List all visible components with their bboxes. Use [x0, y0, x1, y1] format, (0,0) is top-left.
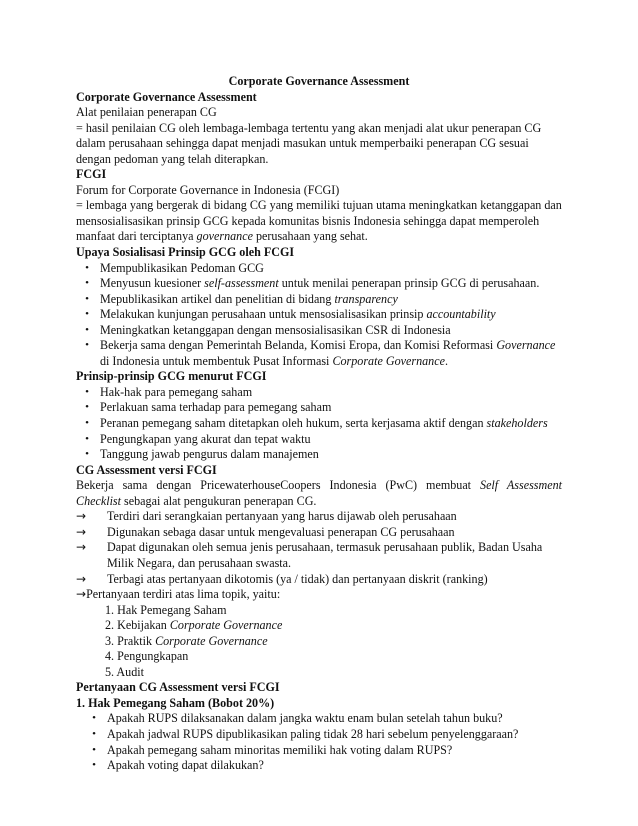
- paragraph-fcgi-name: Forum for Corporate Governance in Indonesia (FCGI): [76, 182, 340, 197]
- text-run: Bekerja sama dengan PricewaterhouseCoopers Indonesia (PwC) membuat: [76, 478, 481, 493]
- bullet-icon: •: [92, 759, 96, 772]
- text-run: Hak-hak para pemegang saham: [100, 384, 253, 399]
- bullet-icon: •: [85, 308, 89, 321]
- list-item: [76, 711, 562, 727]
- bullet-icon: •: [85, 401, 89, 414]
- text-run: Apakah jadwal RUPS dipublikasikan paling tidak 28 hari sebelum penyelenggaraan?: [107, 726, 519, 741]
- text-run-italic: Corporate Governance: [332, 353, 445, 368]
- paragraph-cg-tool: Alat penilaian penerapan CG: [76, 105, 217, 120]
- numbered-item: [76, 618, 562, 634]
- text-run: di Indonesia untuk membentuk Pusat Informasi: [100, 353, 333, 368]
- arrow-right-icon: →: [76, 540, 87, 555]
- document-body: [76, 74, 562, 774]
- arrow-right-icon: →: [76, 587, 87, 602]
- text-run: Apakah RUPS dilaksanakan dalam jangka waktu enam bulan setelah tahun buku?: [107, 711, 503, 726]
- text-run: 3. Praktik: [105, 633, 156, 648]
- text-run-italic: Corporate Governance: [169, 618, 283, 633]
- bullet-icon: •: [92, 727, 96, 740]
- section-heading-sosialisasi: Upaya Sosialisasi Prinsip GCG oleh FCGI: [76, 245, 295, 260]
- bullet-icon: •: [85, 432, 89, 445]
- section-heading-cg-assessment-fcgi: CG Assessment versi FCGI: [76, 462, 217, 477]
- text-run: Mepublikasikan artikel dan penelitian di bidang: [100, 291, 335, 306]
- arrow-list-item: [76, 572, 562, 588]
- list-item: [76, 400, 562, 416]
- section-heading-prinsip: Prinsip-prinsip GCG menurut FCGI: [76, 369, 267, 384]
- paragraph-cg-definition: = hasil penilaian CG oleh lembaga-lembaga tertentu yang akan menjadi alat ukur penerapan CG dalam perusahaan sehingga dapat menjadi masukan untuk memperbaiki penerapan CG sesuai dengan pedoman yang telah diterapkan.: [76, 120, 542, 166]
- bullet-icon: •: [85, 261, 89, 274]
- bullet-icon: •: [92, 712, 96, 725]
- text-run: Dapat digunakan oleh semua jenis perusahaan, termasuk perusahaan publik, Badan Usaha Milik Negara, dan perusahaan swasta.: [107, 540, 543, 570]
- bullet-icon: •: [85, 385, 89, 398]
- text-run: = lembaga yang bergerak di bidang CG yang memiliki tujuan utama meningkatkan ketanggapan dan mensosialisasikan prinsip GCG kepada komunitas bisnis Indonesia sehingga dapat memperoleh manfaat dari terciptanya: [76, 198, 562, 244]
- text-run: Terdiri dari serangkaian pertanyaan yang harus dijawab oleh perusahaan: [107, 509, 457, 524]
- text-run: untuk menilai penerapan prinsip GCG di perusahaan.: [278, 276, 540, 291]
- list-item: [76, 338, 562, 369]
- arrow-list-item: [76, 587, 562, 603]
- text-run: Digunakan sebaga dasar untuk mengevaluasi penerapan CG perusahaan: [107, 524, 455, 539]
- arrow-right-icon: →: [76, 509, 87, 524]
- list-item: [76, 276, 562, 292]
- text-run: perusahaan yang sehat.: [252, 229, 368, 244]
- list-item: [76, 432, 562, 448]
- numbered-item: [76, 634, 562, 650]
- text-run: Perlakuan sama terhadap para pemegang saham: [100, 400, 332, 415]
- text-run: Tanggung jawab pengurus dalam manajemen: [100, 447, 319, 462]
- text-run: Apakah pemegang saham minoritas memiliki hak voting dalam RUPS?: [107, 742, 453, 757]
- numbered-item: 5. Audit: [105, 664, 144, 679]
- arrow-right-icon: →: [76, 524, 87, 539]
- section-heading-pertanyaan: Pertanyaan CG Assessment versi FCGI: [76, 680, 280, 695]
- text-run: Peranan pemegang saham ditetapkan oleh hukum, serta kerjasama aktif dengan: [100, 416, 487, 431]
- text-run-italic: governance: [196, 229, 253, 244]
- text-run: Melakukan kunjungan perusahaan untuk mensosialisasikan prinsip: [100, 307, 427, 322]
- arrow-right-icon: →: [76, 571, 87, 586]
- text-run-italic: transparency: [334, 291, 398, 306]
- text-run: 2. Kebijakan: [105, 618, 170, 633]
- paragraph-fcgi-definition: [76, 198, 562, 245]
- list-item: [76, 758, 562, 774]
- section-heading-cg-assessment: Corporate Governance Assessment: [76, 89, 257, 104]
- bullet-icon: •: [85, 277, 89, 290]
- bullet-icon: •: [85, 323, 89, 336]
- list-item: [76, 447, 562, 463]
- list-item: [76, 323, 562, 339]
- numbered-item: 4. Pengungkapan: [105, 649, 189, 664]
- bullet-icon: •: [92, 743, 96, 756]
- text-run-italic: Governance: [496, 338, 556, 353]
- text-run-italic: accountability: [426, 307, 496, 322]
- paragraph-pwc: [76, 478, 562, 509]
- bullet-icon: •: [85, 339, 89, 352]
- bullet-icon: •: [85, 448, 89, 461]
- text-run: Meningkatkan ketanggapan dengan mensosialisasikan CSR di Indonesia: [100, 322, 451, 337]
- document-title: Corporate Governance Assessment: [228, 74, 410, 88]
- list-item: [76, 385, 562, 401]
- list-item: [76, 261, 562, 277]
- text-run: Mempublikasikan Pedoman GCG: [100, 260, 264, 275]
- text-run: Pengungkapan yang akurat dan tepat waktu: [100, 431, 311, 446]
- text-run: Apakah voting dapat dilakukan?: [107, 758, 264, 773]
- arrow-list-item: [76, 525, 562, 541]
- bullet-icon: •: [85, 417, 89, 430]
- bullet-icon: •: [85, 292, 89, 305]
- text-run: Terbagi atas pertanyaan dikotomis (ya / tidak) dan pertanyaan diskrit (ranking): [107, 571, 488, 586]
- subheading-hak-pemegang-saham: 1. Hak Pemegang Saham (Bobot 20%): [76, 695, 275, 710]
- arrow-list-item: [76, 509, 562, 525]
- text-run: Pertanyaan terdiri atas lima topik, yaitu:: [86, 587, 281, 602]
- arrow-list-item: [76, 540, 562, 571]
- list-item: [76, 416, 562, 432]
- list-item: [76, 292, 562, 308]
- numbered-item: 1. Hak Pemegang Saham: [105, 602, 227, 617]
- section-heading-fcgi: FCGI: [76, 167, 107, 182]
- text-run-italic: Corporate Governance: [155, 633, 268, 648]
- list-item: [76, 743, 562, 759]
- list-item: [76, 307, 562, 323]
- text-run: sebagai alat pengukuran penerapan CG.: [121, 493, 317, 508]
- text-run: Bekerja sama dengan Pemerintah Belanda, Komisi Eropa, dan Komisi Reformasi: [100, 338, 497, 353]
- text-run-italic: Self Assessment Checklist: [76, 478, 562, 508]
- list-item: [76, 727, 562, 743]
- text-run-italic: self-assessment: [204, 276, 279, 291]
- text-run: .: [444, 353, 448, 368]
- text-run-italic: stakeholders: [486, 416, 548, 431]
- text-run: Menyusun kuesioner: [100, 276, 205, 291]
